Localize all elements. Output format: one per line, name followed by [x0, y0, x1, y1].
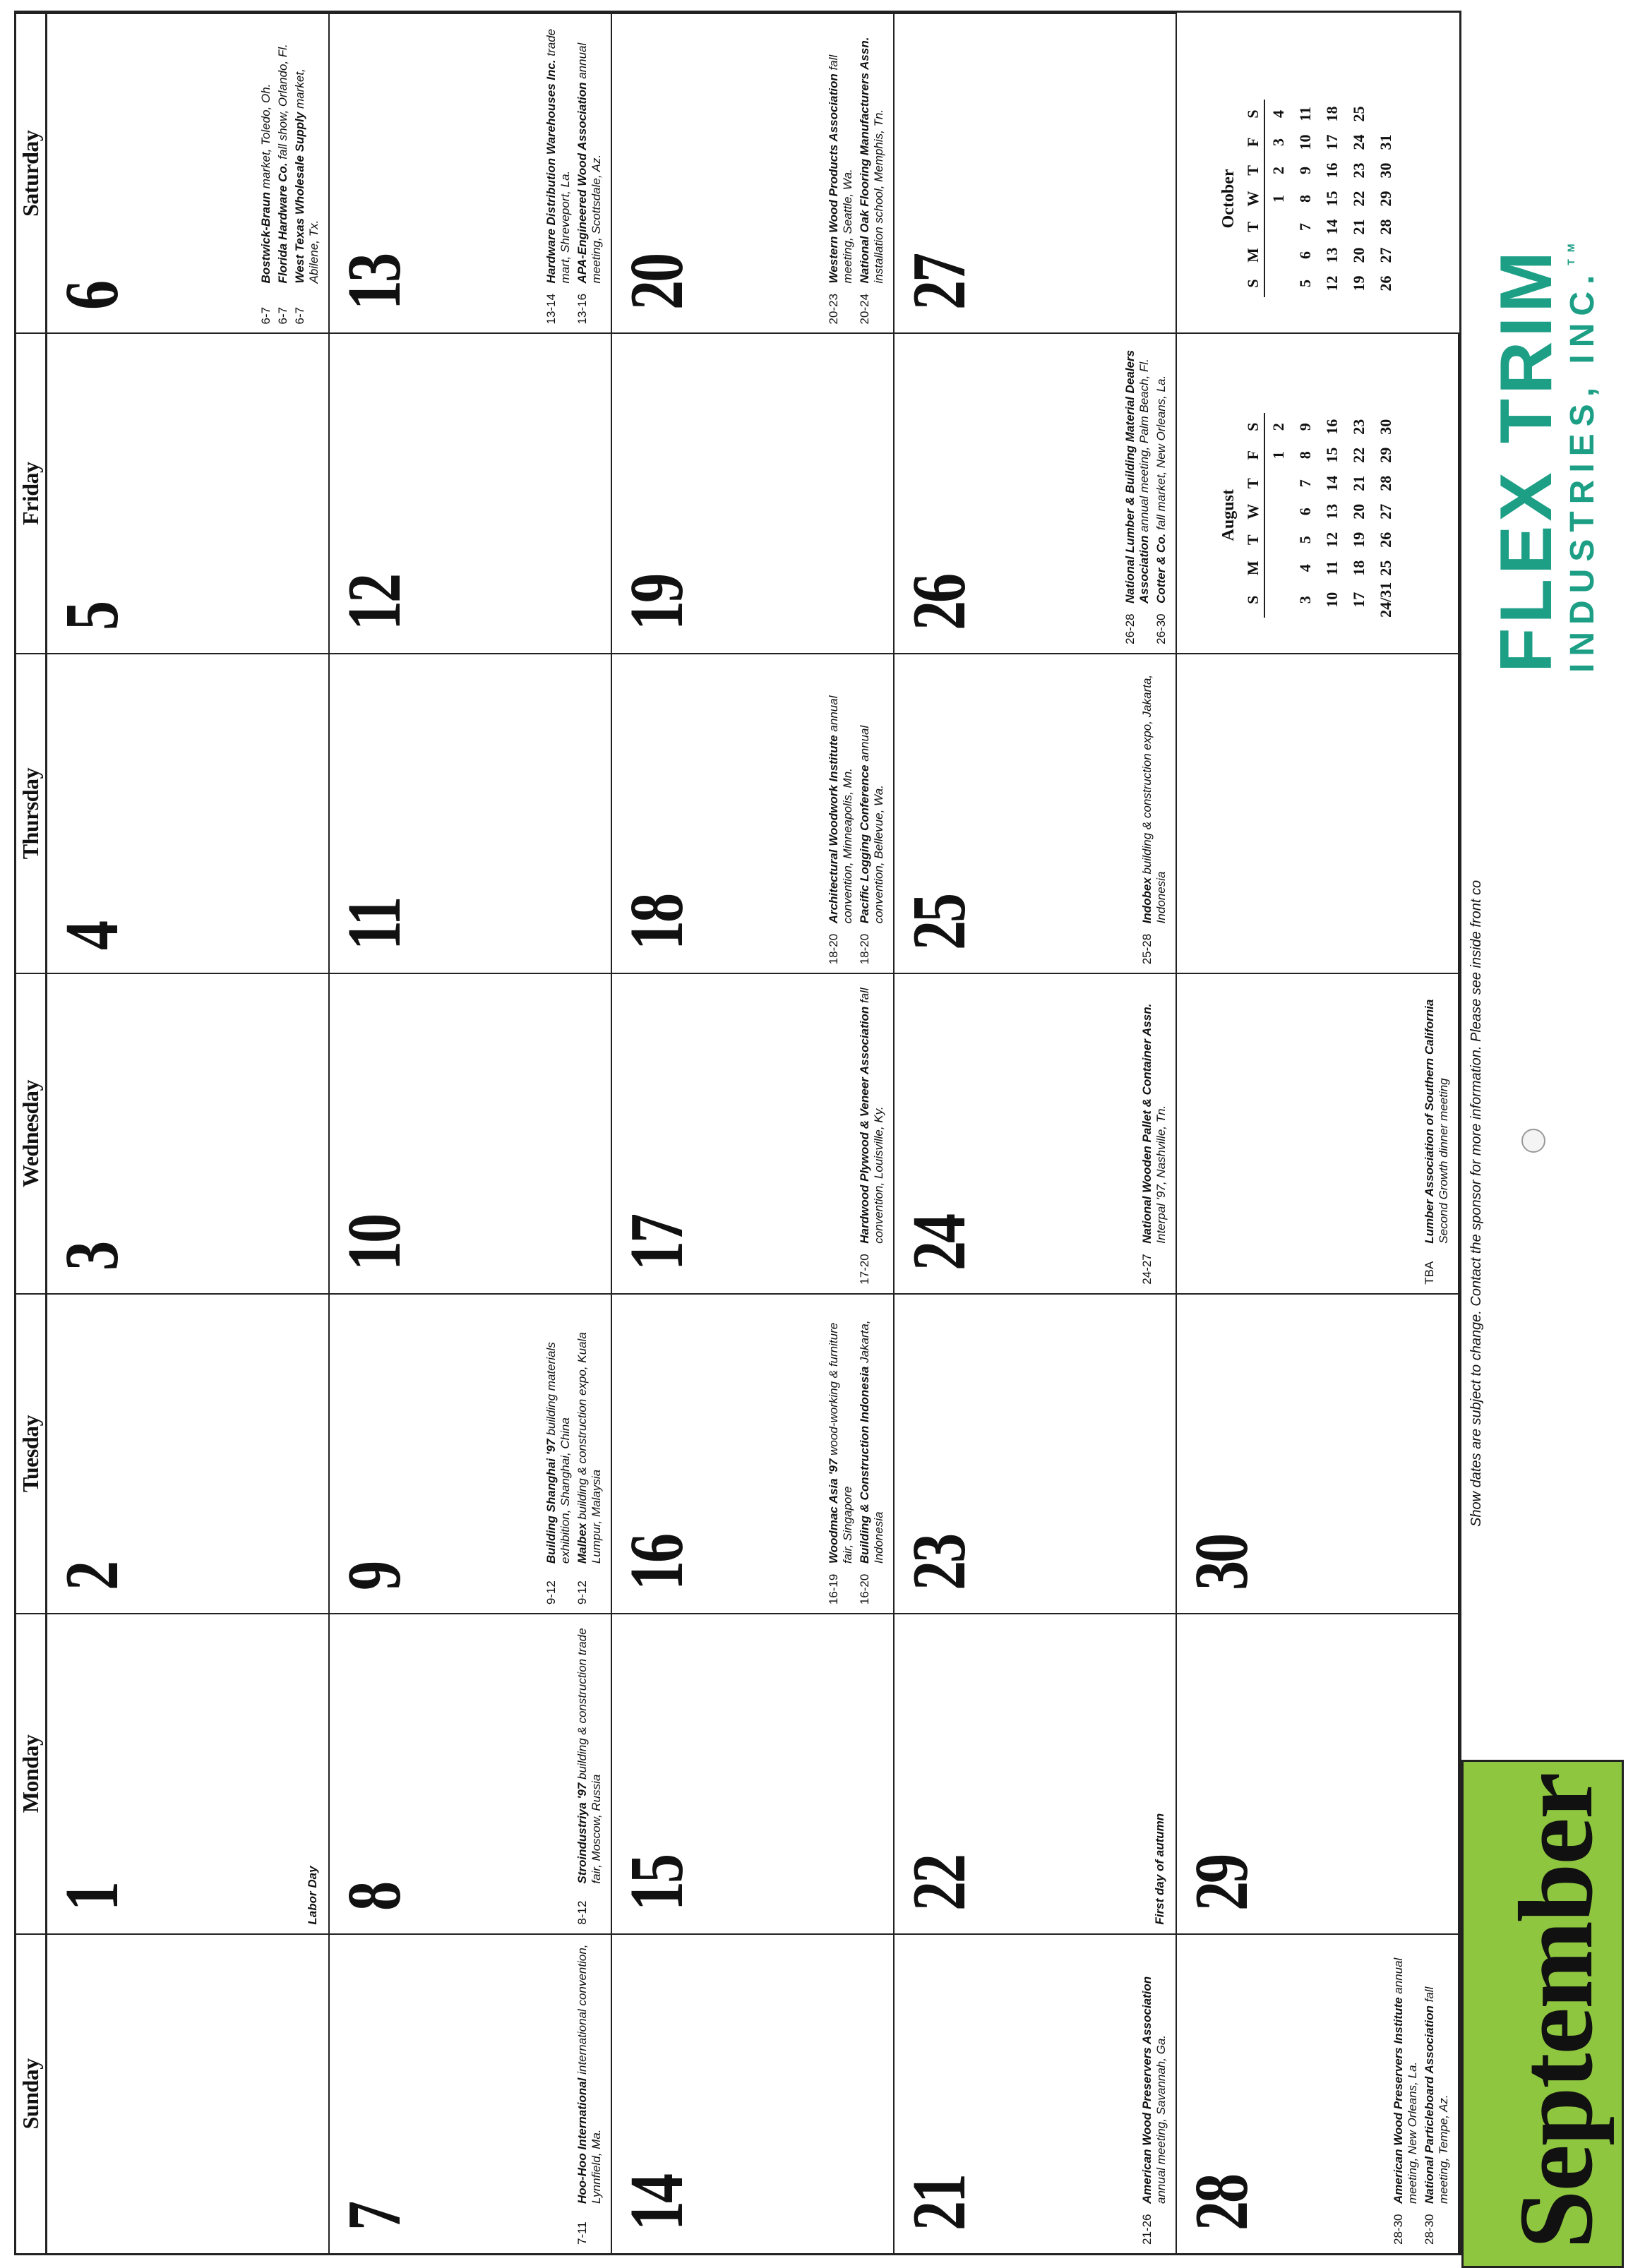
event-sponsor: Western Wood Products Association [827, 73, 840, 284]
event-item [1140, 983, 1168, 1284]
event-sponsor: Hoo-Hoo International [575, 2077, 589, 2204]
event-item [858, 983, 886, 1284]
mini-october-calendar [1219, 100, 1399, 297]
day-number: 13 [333, 255, 417, 311]
day-note: First day of autumn [1153, 1813, 1166, 1925]
mini-day [1264, 241, 1292, 269]
event-dates: 13-16 [575, 293, 589, 325]
day-header: Friday [16, 332, 47, 652]
mini-day: 26 [1377, 275, 1394, 292]
event-list [824, 663, 886, 964]
event-dates: 16-19 [827, 1573, 840, 1605]
event-sponsor: Lumber Association of Southern California [1423, 999, 1436, 1244]
event-list [573, 1943, 604, 2245]
event-dates: 13-14 [544, 293, 558, 325]
event-item [1423, 983, 1451, 1284]
event-sponsor: American Wood Preservers Institute [1392, 1997, 1405, 2204]
event-sponsor: Building Shanghai '97 [544, 1439, 558, 1564]
event-dates: 25-28 [1140, 933, 1154, 965]
mini-day: 17 [1350, 592, 1368, 608]
day-cell [47, 1293, 330, 1613]
day-number: 29 [1180, 1855, 1264, 1911]
mini-day: 18 [1350, 560, 1368, 576]
mini-day [1264, 554, 1292, 582]
day-cell [47, 653, 330, 973]
day-number: 9 [333, 1563, 417, 1591]
day-cell [1177, 1933, 1459, 2253]
event-dates: 20-23 [827, 293, 840, 325]
weekday-initial: W [1243, 498, 1264, 526]
event-dates: 6-7 [276, 306, 289, 325]
brand-logo [1485, 37, 1601, 673]
event-item [858, 663, 886, 964]
event-list [824, 1303, 886, 1604]
day-number: 5 [50, 602, 134, 630]
day-number: 3 [50, 1242, 134, 1271]
mini-day: 24/31 [1377, 582, 1394, 618]
day-cell [895, 13, 1177, 332]
day-cell [895, 973, 1177, 1292]
day-cell [612, 1933, 895, 2253]
mini-day: 23 [1350, 419, 1368, 435]
event-sponsor: Pacific Logging Conference [858, 764, 871, 924]
mini-day: 12 [1323, 275, 1341, 292]
day-number: 6 [50, 282, 134, 311]
event-detail: annual meeting, New Orleans, La. [1392, 1957, 1419, 2204]
mini-day: 17 [1323, 134, 1341, 150]
mini-day: 16 [1323, 162, 1341, 179]
event-dates: 26-30 [1154, 613, 1168, 644]
day-cell [330, 653, 612, 973]
event-detail: annual meeting, Palm Beach, Fl. [1137, 359, 1151, 536]
mini-day: 19 [1350, 532, 1368, 548]
day-number: 25 [897, 895, 981, 951]
day-number: 24 [897, 1215, 981, 1271]
day-header: Sunday [16, 1933, 47, 2253]
footnote: Show dates are subject to change. Contact the sponsor for more information. Please see inside front co [1468, 880, 1484, 1527]
mini-day: 11 [1323, 560, 1341, 576]
day-number: 21 [897, 2176, 981, 2231]
day-number: 17 [615, 1215, 699, 1271]
mini-day: 23 [1350, 162, 1368, 179]
mini-day: 5 [1296, 279, 1314, 287]
event-sponsor: West Texas Wholesale Supply [293, 112, 306, 284]
day-header: Wednesday [16, 973, 47, 1292]
event-item [1140, 663, 1168, 964]
event-dates: 18-20 [827, 933, 840, 965]
day-header: Monday [16, 1613, 47, 1933]
mini-day [1264, 269, 1292, 297]
event-sponsor: Florida Hardware Co. [276, 162, 289, 284]
event-dates: 16-20 [858, 1573, 871, 1605]
day-number: 19 [615, 575, 699, 630]
mini-day: 2 [1269, 166, 1287, 174]
event-dates: 28-30 [1423, 2214, 1436, 2245]
day-number: 23 [897, 1535, 981, 1591]
event-list [1420, 983, 1451, 1284]
weekday-initial: S [1243, 413, 1264, 441]
event-sponsor: Hardware Distribution Warehouses Inc. [544, 59, 558, 284]
day-cell [895, 1613, 1177, 1933]
mini-day: 14 [1323, 219, 1341, 235]
weekday-initial: T [1243, 526, 1264, 554]
mini-day [1264, 498, 1292, 526]
day-number: 16 [615, 1535, 699, 1591]
event-list [542, 1303, 604, 1604]
mini-day: 25 [1377, 560, 1394, 576]
mini-day: 29 [1377, 447, 1394, 463]
event-dates: 6-7 [259, 306, 273, 325]
day-cell [1177, 1613, 1459, 1933]
event-dates: 17-20 [858, 1254, 871, 1285]
mini-day: 1 [1269, 194, 1287, 203]
event-sponsor: American Wood Preservers Association [1140, 1976, 1154, 2204]
mini-day: 9 [1296, 166, 1314, 174]
day-number: 10 [333, 1215, 417, 1271]
event-dates: 21-26 [1140, 2214, 1154, 2245]
mini-day: 7 [1296, 222, 1314, 231]
day-cell [330, 973, 612, 1292]
day-cell [330, 332, 612, 652]
event-list [1137, 983, 1168, 1284]
day-number: 7 [333, 2203, 417, 2231]
logo-line1: FLEX TRIM [1485, 247, 1567, 673]
day-number: 27 [897, 255, 981, 311]
mini-day [1264, 212, 1292, 241]
day-number: 26 [897, 575, 981, 630]
event-sponsor: National Oak Flooring Manufacturers Assn. [858, 37, 871, 284]
day-number: 30 [1180, 1535, 1264, 1591]
mini-day: 8 [1296, 451, 1314, 460]
mini-day: 30 [1377, 419, 1394, 435]
mini-day: 27 [1377, 503, 1394, 520]
mini-day: 3 [1269, 138, 1287, 146]
event-detail: building & construction expo, Kuala Lumpur, Malaysia [575, 1332, 603, 1564]
event-dates: 18-20 [858, 933, 871, 965]
mini-day: 21 [1350, 219, 1368, 235]
mini-day [1264, 582, 1292, 618]
event-item [1154, 342, 1168, 644]
event-list [1137, 663, 1168, 964]
event-item [1123, 342, 1152, 644]
mini-day: 5 [1296, 536, 1314, 544]
event-dates: 20-24 [858, 293, 871, 325]
event-item [276, 23, 290, 324]
event-sponsor: National Wooden Pallet & Container Assn. [1140, 1003, 1154, 1244]
event-list [256, 23, 321, 324]
month-title: September [1497, 1773, 1615, 2249]
event-item [827, 23, 855, 324]
event-list [855, 983, 886, 1284]
mini-day: 6 [1296, 251, 1314, 259]
mini-day: 4 [1296, 564, 1314, 572]
mini-day: 12 [1323, 532, 1341, 548]
day-cell [47, 13, 330, 332]
day-cell [330, 1933, 612, 2253]
day-number: 18 [615, 895, 699, 951]
mini-day: 13 [1323, 247, 1341, 263]
event-dates: 6-7 [293, 306, 306, 325]
event-sponsor: Indobex [1140, 877, 1154, 924]
weekday-initial: W [1243, 184, 1264, 212]
day-cell [330, 1613, 612, 1933]
event-sponsor: Stroindustriya '97 [575, 1782, 589, 1884]
mini-day [1372, 100, 1399, 128]
event-detail: installation school, Memphis, Tn. [872, 109, 885, 284]
day-cell [1177, 973, 1459, 1292]
day-number: 20 [615, 255, 699, 311]
mini-august-calendar [1219, 413, 1399, 618]
day-number: 22 [897, 1855, 981, 1911]
mini-day: 27 [1377, 247, 1394, 263]
event-detail: annual meeting, Savannah, Ga. [1154, 2034, 1168, 2204]
event-dates: 26-28 [1123, 613, 1137, 644]
event-detail: market, Toledo, Oh. [259, 83, 273, 193]
mini-day: 10 [1296, 134, 1314, 150]
day-cell [612, 13, 895, 332]
day-cell [895, 653, 1177, 973]
mini-calendar-title: October [1219, 169, 1238, 229]
weekday-initial: F [1243, 441, 1264, 469]
weekday-initial: M [1243, 554, 1264, 582]
day-number: 2 [50, 1563, 134, 1591]
event-item [575, 1623, 604, 1924]
event-list [1389, 1943, 1451, 2245]
day-number: 14 [615, 2176, 699, 2231]
day-header: Tuesday [16, 1293, 47, 1613]
event-item [575, 23, 604, 324]
mini-day: 31 [1377, 134, 1394, 150]
event-item [544, 1303, 573, 1604]
day-cell [612, 1293, 895, 1613]
event-dates: 9-12 [544, 1580, 558, 1605]
mini-day: 19 [1350, 275, 1368, 292]
event-dates: 8-12 [575, 1900, 589, 1925]
mini-day: 8 [1296, 194, 1314, 203]
day-number: 11 [333, 898, 417, 951]
event-detail: annual convention, Bellevue, Wa. [858, 725, 885, 924]
mini-day: 20 [1350, 247, 1368, 263]
event-sponsor: Malbex [575, 1523, 589, 1564]
day-number: 1 [50, 1883, 134, 1911]
day-cell [612, 653, 895, 973]
mini-day: 15 [1323, 191, 1341, 207]
mini-day: 22 [1350, 191, 1368, 207]
mini-day: 13 [1323, 503, 1341, 520]
day-note: Labor Day [306, 1866, 319, 1925]
event-detail: building & construction expo, Jakarta, Indonesia [1140, 674, 1168, 924]
event-detail: Jakarta, Indonesia [858, 1320, 885, 1564]
event-detail: market, Abilene, Tx. [293, 68, 321, 284]
weekday-initial: T [1243, 156, 1264, 184]
day-number: 4 [50, 923, 134, 951]
weekday-initial: T [1243, 212, 1264, 241]
event-item [858, 1303, 886, 1604]
event-item [293, 23, 321, 324]
day-number: 15 [615, 1855, 699, 1911]
mini-day: 24 [1350, 134, 1368, 150]
event-list [542, 23, 604, 324]
day-cell [612, 973, 895, 1292]
event-item [1423, 1943, 1451, 2245]
trademark: TM [1565, 236, 1577, 265]
event-list [573, 1623, 604, 1924]
event-dates: 24-27 [1140, 1254, 1154, 1285]
event-dates: 28-30 [1392, 2214, 1405, 2245]
mini-day: 11 [1296, 107, 1314, 121]
event-detail: international convention, Lynnfield, Ma. [575, 1944, 603, 2204]
mini-day: 29 [1377, 191, 1394, 207]
event-item [858, 23, 886, 324]
event-item [575, 1943, 604, 2245]
event-sponsor: Building & Construction Indonesia [858, 1366, 871, 1564]
day-cell [1177, 1293, 1459, 1613]
event-list [824, 23, 886, 324]
event-list [1120, 342, 1168, 644]
event-dates: 9-12 [575, 1580, 589, 1605]
day-cell [612, 1613, 895, 1933]
mini-day [1264, 526, 1292, 554]
mini-day: 28 [1377, 219, 1394, 235]
event-detail: annual convention, Minneapolis, Mn. [827, 695, 854, 924]
mini-day: 4 [1269, 109, 1287, 118]
event-detail: annual meeting, Scottsdale, Az. [575, 42, 603, 284]
mini-day: 10 [1323, 592, 1341, 608]
weekday-initial: T [1243, 469, 1264, 498]
event-sponsor: Hardwood Plywood & Veneer Association [858, 1006, 871, 1244]
day-cell [895, 1293, 1177, 1613]
event-item [1392, 1943, 1420, 2245]
event-detail: building & construction trade fair, Moscow, Russia [575, 1628, 603, 1884]
mini-day: 25 [1350, 106, 1368, 122]
weekday-initial: M [1243, 241, 1264, 269]
event-item [544, 23, 573, 324]
event-item [259, 23, 273, 324]
event-sponsor: National Particleboard Association [1423, 2005, 1436, 2204]
day-number: 12 [333, 575, 417, 630]
mini-day: 7 [1296, 479, 1314, 488]
event-item [575, 1303, 604, 1604]
day-cell [330, 13, 612, 332]
day-header: Saturday [16, 13, 47, 332]
day-number: 28 [1180, 2176, 1264, 2231]
event-list [1137, 1943, 1168, 2245]
mini-day: 1 [1269, 451, 1287, 460]
day-cell [47, 332, 330, 652]
mini-day: 30 [1377, 162, 1394, 179]
event-item [827, 1303, 855, 1604]
event-sponsor: Architectural Woodwork Institute [827, 735, 840, 924]
weekday-initial: S [1243, 269, 1264, 297]
mini-day: 20 [1350, 503, 1368, 520]
day-cell [47, 973, 330, 1292]
weekday-initial: S [1243, 582, 1264, 618]
binder-hole [1521, 1129, 1545, 1153]
mini-day [1264, 469, 1292, 498]
event-dates: TBA [1423, 1261, 1436, 1285]
mini-day: 9 [1296, 423, 1314, 431]
logo-line2: INDUSTRIES, INC. [1564, 268, 1601, 673]
calendar-grid [14, 11, 1461, 2255]
event-detail: building materials exhibition, Shanghai, China [544, 1342, 572, 1564]
event-detail: trade mart, Shreveport, La. [544, 28, 572, 284]
mini-calendar-title: August [1219, 489, 1238, 541]
day-cell [47, 1613, 330, 1933]
event-dates: 7-11 [575, 2221, 589, 2245]
day-cell [1177, 653, 1459, 973]
event-item [827, 663, 855, 964]
mini-day: 18 [1323, 106, 1341, 122]
event-sponsor: Bostwick-Braun [259, 192, 273, 284]
mini-day: 2 [1269, 423, 1287, 431]
day-header: Thursday [16, 653, 47, 973]
event-sponsor: Cotter & Co. [1154, 533, 1168, 604]
event-detail: Second Growth dinner meeting [1437, 1078, 1450, 1244]
event-detail: fall meeting, Seattle, Wa. [827, 54, 854, 284]
mini-day: 16 [1323, 419, 1341, 435]
day-cell [47, 1933, 330, 2253]
weekday-initial: F [1243, 128, 1264, 156]
day-cell [895, 332, 1177, 652]
mini-day: 15 [1323, 447, 1341, 463]
weekday-initial: S [1243, 100, 1264, 128]
event-detail: fall market, New Orleans, La. [1154, 375, 1168, 534]
day-cell [612, 332, 895, 652]
event-sponsor: Woodmac Asia '97 [827, 1458, 840, 1564]
mini-day: 3 [1296, 596, 1314, 604]
day-number: 8 [333, 1883, 417, 1911]
event-sponsor: APA-Engineered Wood Association [575, 82, 589, 284]
day-cell [895, 1933, 1177, 2253]
month-banner [1461, 1760, 1624, 2268]
event-detail: fall convention, Louisville, Ky. [858, 988, 885, 1244]
mini-day: 26 [1377, 532, 1394, 548]
mini-day: 21 [1350, 475, 1368, 491]
event-detail: fall show, Orlando, Fl. [276, 44, 289, 163]
mini-day: 6 [1296, 508, 1314, 516]
mini-day: 28 [1377, 475, 1394, 491]
mini-day: 22 [1350, 447, 1368, 463]
day-cell [330, 1293, 612, 1613]
event-detail: wood-working & furniture fair, Singapore [827, 1322, 854, 1564]
event-detail: Interpal '97, Nashville, Tn. [1154, 1105, 1168, 1244]
event-sponsor: National Lumber & Building Material Dealers Association [1123, 349, 1151, 604]
mini-day: 14 [1323, 475, 1341, 491]
event-item [1140, 1943, 1168, 2245]
event-detail: fall meeting, Tempe, Az. [1423, 1986, 1450, 2204]
